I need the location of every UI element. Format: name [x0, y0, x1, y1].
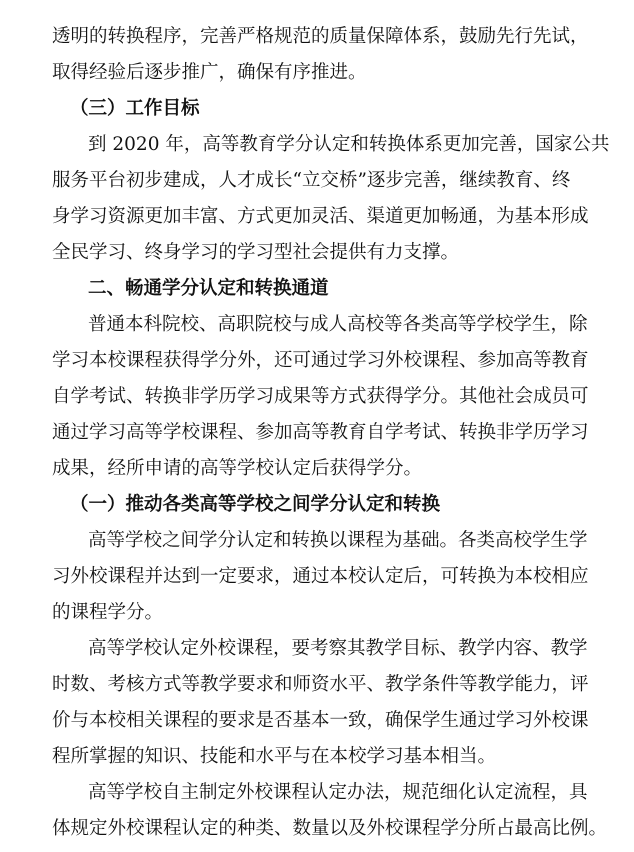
section-two-line-5: 成果，经所申请的高等学校认定后获得学分。: [52, 458, 423, 479]
section-two-line-4: 通过学习高等学校课程、参加高等教育自学考试、转换非学历学习: [52, 422, 589, 443]
section-three-line-2: 服务平台初步建成，人才成长“立交桥”逐步完善，继续教育、终: [52, 170, 571, 191]
section-three-line-3: 身学习资源更加丰富、方式更加灵活、渠道更加畅通，为基本形成: [52, 206, 589, 227]
section-three-line-1: 到 2020 年，高等教育学分认定和转换体系更加完善，国家公共: [88, 134, 610, 155]
subsection-one-p2-line-3: 价与本校相关课程的要求是否基本一致，确保学生通过学习外校课: [52, 710, 589, 731]
subsection-one-p2-line-1: 高等学校认定外校课程，要考察其教学目标、教学内容、教学: [88, 638, 588, 659]
section-two-line-2: 学习本校课程获得学分外，还可通过学习外校课程、参加高等教育: [52, 350, 589, 371]
section-two-line-3: 自学考试、转换非学历学习成果等方式获得学分。其他社会成员可: [52, 386, 589, 407]
subsection-one-p3-line-2: 体规定外校课程认定的种类、数量以及外校课程学分所占最高比例。: [52, 818, 608, 839]
subsection-one-p1-line-3: 的课程学分。: [52, 602, 164, 623]
subsection-one-p2-line-2: 时数、考核方式等教学要求和师资水平、教学条件等教学能力，评: [52, 674, 589, 695]
section-two-line-1: 普通本科院校、高职院校与成人高校等各类高等学校学生，除: [88, 314, 588, 335]
subsection-one-p3-line-1: 高等学校自主制定外校课程认定办法，规范细化认定流程，具: [88, 782, 588, 803]
section-three-heading: （三）工作目标: [70, 98, 200, 119]
subsection-one-p2-line-4: 程所掌握的知识、技能和水平与在本校学习基本相当。: [52, 746, 497, 767]
subsection-one-p1-line-2: 习外校课程并达到一定要求，通过本校认定后，可转换为本校相应: [52, 566, 589, 587]
subsection-one-p1-line-1: 高等学校之间学分认定和转换以课程为基础。各类高校学生学: [88, 530, 588, 551]
section-two-heading: 二、畅通学分认定和转换通道: [88, 278, 329, 299]
section-three-line-4: 全民学习、终身学习的学习型社会提供有力支撑。: [52, 242, 460, 263]
continuation-line-2: 取得经验后逐步推广，确保有序推进。: [52, 62, 367, 83]
continuation-line-1: 透明的转换程序，完善严格规范的质量保障体系，鼓励先行先试，: [52, 26, 589, 47]
subsection-one-heading: （一）推动各类高等学校之间学分认定和转换: [70, 494, 441, 515]
